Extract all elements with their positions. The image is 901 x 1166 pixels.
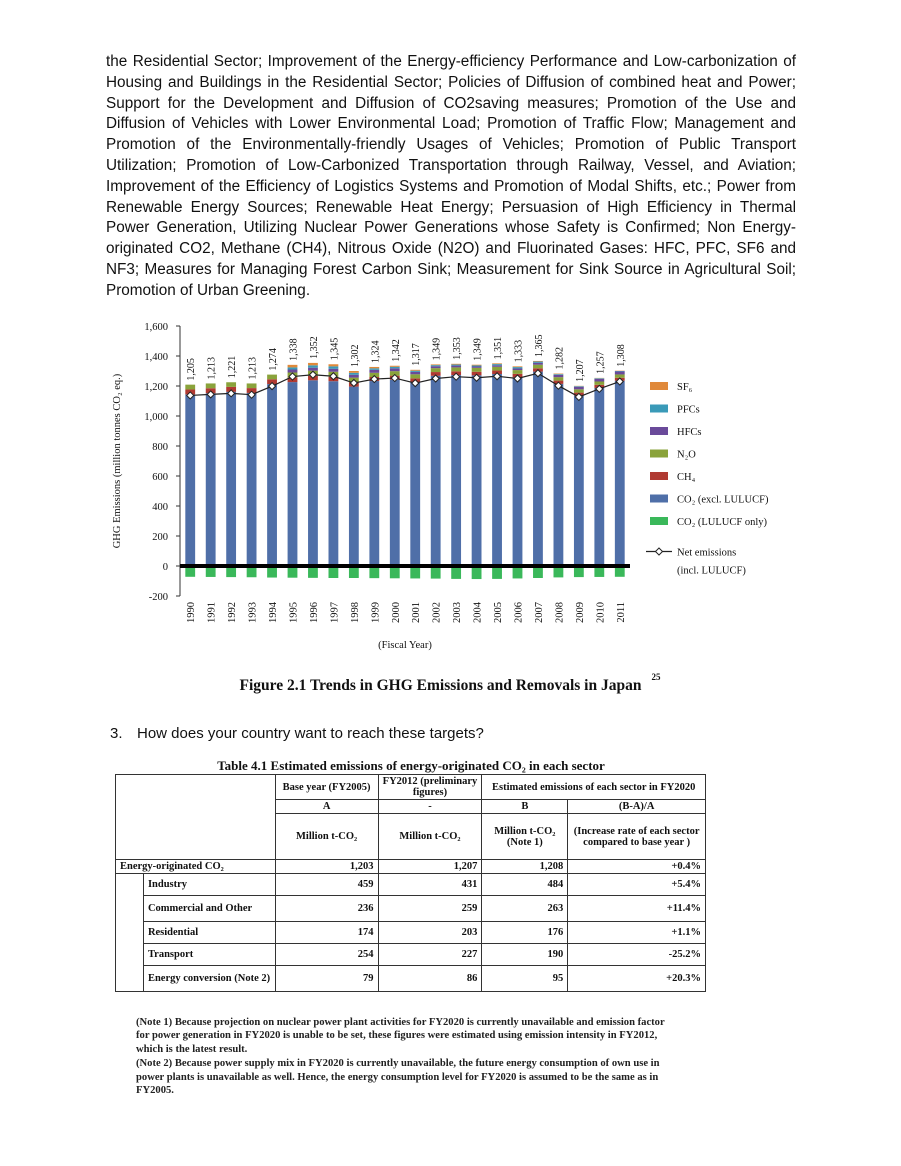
bar-segment	[594, 388, 604, 566]
header-fy2012: FY2012 (preliminary figures)	[378, 775, 482, 800]
legend-label: SF₆	[677, 382, 693, 393]
row-base: 459	[275, 874, 378, 896]
x-tick-label: 1996	[308, 602, 320, 623]
row-base: 236	[275, 896, 378, 922]
row-base: 254	[275, 944, 378, 966]
bar-segment	[431, 365, 441, 366]
bar-segment	[390, 367, 400, 369]
row-rate: +20.3%	[568, 966, 706, 992]
row-fy2020: 484	[482, 874, 568, 896]
row-label: Commercial and Other	[143, 896, 275, 922]
bar-total-label: 1,302	[349, 344, 361, 367]
bar-segment	[451, 375, 461, 566]
bar-total-label: 1,282	[554, 347, 566, 370]
bar-segment	[431, 376, 441, 566]
ghg-trend-chart	[100, 314, 800, 654]
units-col2: Million t-CO₂	[378, 814, 482, 860]
legend-swatch	[650, 495, 668, 503]
bar-segment	[574, 389, 584, 392]
bar-segment	[554, 377, 564, 380]
x-tick-label: 2004	[472, 602, 484, 623]
bar-segment	[513, 370, 523, 374]
bar-segment	[247, 383, 257, 388]
bar-segment	[533, 361, 543, 362]
subheader-a: A	[275, 800, 378, 814]
bar-total-label: 1,338	[288, 338, 300, 361]
bar-segment	[390, 366, 400, 367]
x-tick-label: 1995	[288, 602, 300, 623]
bar-segment	[451, 364, 461, 365]
bar-segment	[308, 380, 318, 566]
bar-segment	[288, 382, 298, 566]
bar-segment	[513, 377, 523, 566]
total-rate: +0.4%	[568, 860, 706, 874]
row-rate: -25.2%	[568, 944, 706, 966]
row-fy2012: 203	[378, 922, 482, 944]
y-tick-label: -200	[148, 592, 168, 603]
bar-total-label: 1,205	[186, 358, 198, 381]
x-tick-label: 1998	[349, 602, 361, 623]
x-tick-label: 1994	[268, 602, 280, 623]
header-blank-cell	[116, 775, 276, 860]
bar-segment	[267, 384, 277, 566]
units-col1: Million t-CO₂	[275, 814, 378, 860]
x-tick-label: 2002	[431, 602, 443, 623]
bar-segment	[247, 393, 257, 566]
bar-segment	[329, 369, 339, 372]
subheader-ratio: (B-A)/A	[568, 800, 706, 814]
legend-label: Net emissions	[677, 547, 737, 559]
bar-segment	[554, 374, 564, 375]
bar-total-label: 1,351	[493, 336, 505, 360]
bar-total-label: 1,349	[431, 337, 443, 361]
bar-total-label: 1,365	[533, 334, 545, 357]
x-tick-label: 2006	[513, 602, 525, 623]
x-tick-label: 1997	[329, 602, 341, 623]
row-fy2020: 95	[482, 966, 568, 992]
legend-swatch	[650, 405, 668, 413]
bar-segment	[288, 367, 298, 369]
bar-segment	[574, 386, 584, 387]
x-tick-label: 1993	[247, 602, 259, 623]
table-row	[116, 922, 706, 944]
y-tick-label: 600	[152, 472, 168, 483]
bar-segment	[410, 370, 420, 371]
y-tick-label: 200	[152, 532, 168, 543]
units-col3: Million t-CO₂ (Note 1)	[482, 814, 568, 860]
x-tick-label: 2005	[493, 602, 505, 623]
x-tick-label: 2007	[533, 602, 545, 623]
bar-segment	[451, 367, 461, 371]
bar-segment	[329, 366, 339, 368]
legend-label: PFCs	[677, 404, 700, 416]
bar-segment	[349, 371, 359, 373]
figure-caption	[150, 672, 750, 695]
bar-segment	[369, 370, 379, 373]
bar-segment	[472, 365, 482, 366]
x-tick-label: 2011	[615, 602, 627, 623]
bar-segment	[615, 374, 625, 377]
figure-caption-text: Figure 2.1 Trends in GHG Emissions and Removals in Japan	[239, 677, 642, 695]
bar-segment	[431, 366, 441, 368]
bar-segment	[492, 364, 502, 365]
bar-segment	[615, 371, 625, 374]
row-base: 79	[275, 966, 378, 992]
x-tick-label: 1999	[370, 602, 382, 623]
bar-segment	[513, 366, 523, 367]
bar-segment	[410, 374, 420, 378]
bar-total-label: 1,213	[206, 356, 218, 380]
bar-segment	[431, 368, 441, 372]
bar-segment	[308, 365, 318, 367]
bar-total-label: 1,308	[615, 344, 627, 367]
y-tick-label: 400	[152, 502, 168, 513]
bar-segment	[472, 365, 482, 366]
table-row	[116, 874, 706, 896]
bar-total-label: 1,342	[390, 339, 402, 362]
bar-total-label: 1,257	[595, 351, 607, 374]
bar-segment	[451, 365, 461, 366]
bar-segment	[492, 367, 502, 371]
question-number: 3.	[110, 725, 123, 742]
bar-segment	[492, 363, 502, 364]
bar-segment	[594, 382, 604, 385]
bar-segment	[533, 363, 543, 365]
y-tick-label: 0	[162, 562, 168, 573]
total-fy2012: 1,207	[378, 860, 482, 874]
indent-cell	[116, 874, 144, 992]
subheader-b: B	[482, 800, 568, 814]
y-tick-label: 1,200	[144, 382, 168, 393]
bar-segment	[267, 375, 277, 380]
total-label: Energy-originated CO₂	[116, 860, 276, 874]
bar-segment	[288, 365, 298, 368]
row-fy2012: 431	[378, 874, 482, 896]
legend-label-sub: (incl. LULUCF)	[677, 565, 746, 577]
row-fy2020: 263	[482, 896, 568, 922]
x-tick-label: 1990	[186, 602, 198, 623]
bar-segment	[554, 374, 564, 375]
footnote-ref: 25	[651, 672, 661, 682]
bar-total-label: 1,349	[472, 338, 484, 361]
bar-total-label: 1,317	[411, 343, 423, 366]
question-text: How does your country want to reach these targets?	[137, 725, 484, 742]
bar-segment	[308, 368, 318, 371]
bar-segment	[492, 374, 502, 566]
bar-segment	[206, 383, 216, 388]
bar-segment	[472, 375, 482, 566]
bar-segment	[472, 368, 482, 372]
bar-segment	[369, 381, 379, 566]
x-tick-label: 2003	[452, 602, 464, 623]
bar-segment	[451, 366, 461, 368]
y-axis-title: GHG Emissions (million tonnes CO₂ eq.)	[112, 373, 123, 549]
x-axis-title: (Fiscal Year)	[378, 640, 432, 651]
bar-segment	[226, 382, 236, 387]
bar-total-label: 1,345	[329, 337, 341, 361]
header-base-year: Base year (FY2005)	[275, 775, 378, 800]
note-1: (Note 1) Because projection on nuclear power plant activities for FY2020 is currently unavailable and emission factor for power generation in FY2020 is unable to be set, these figures were estimated using emission intensity in FY2012, which is the latest result.	[136, 1017, 665, 1055]
bar-total-label: 1,324	[370, 340, 382, 363]
y-tick-label: 1,000	[144, 412, 168, 423]
table-row	[116, 896, 706, 922]
chart-legend	[646, 382, 769, 577]
note-2: (Note 2) Because power supply mix in FY2020 is currently unavailable, the future energy consumption of own use in power plants is unavailable as well. Hence, the energy consumption level for FY2020 is assumed to be the same as in FY2005.	[136, 1058, 660, 1097]
y-tick-label: 1,600	[144, 322, 168, 333]
row-rate: +5.4%	[568, 874, 706, 896]
row-label: Transport	[143, 944, 275, 966]
legend-marker	[656, 548, 663, 555]
bar-segment	[410, 382, 420, 566]
bar-segment	[533, 365, 543, 369]
chart-svg	[100, 314, 800, 654]
emissions-table	[115, 774, 706, 992]
bar-segment	[390, 368, 400, 371]
total-base: 1,203	[275, 860, 378, 874]
total-fy2020: 1,208	[482, 860, 568, 874]
row-fy2012: 259	[378, 896, 482, 922]
bar-total-label: 1,352	[308, 336, 320, 359]
table-title: Table 4.1 Estimated emissions of energy-originated CO₂ in each sector	[217, 758, 605, 773]
x-tick-label: 2010	[595, 602, 607, 623]
table-row	[116, 944, 706, 966]
bar-segment	[492, 365, 502, 367]
bar-segment	[410, 372, 420, 374]
bar-segment	[574, 396, 584, 566]
row-fy2020: 176	[482, 922, 568, 944]
bar-segment	[513, 368, 523, 370]
row-fy2012: 86	[378, 966, 482, 992]
row-label: Industry	[143, 874, 275, 896]
bar-segment	[329, 364, 339, 366]
bar-segment	[206, 393, 216, 566]
bar-segment	[349, 373, 359, 375]
bar-segment	[308, 363, 318, 365]
bar-total-label: 1,221	[227, 355, 239, 379]
bar-segment	[329, 381, 339, 566]
table-total-row	[116, 860, 706, 874]
row-base: 174	[275, 922, 378, 944]
table-row	[116, 966, 706, 992]
bar-segment	[615, 381, 625, 566]
bar-segment	[288, 370, 298, 373]
x-tick-label: 2009	[574, 602, 586, 623]
table-notes	[136, 1016, 676, 1098]
legend-label: HFCs	[677, 427, 702, 438]
units-col4: (Increase rate of each sector compared to base year )	[568, 814, 706, 860]
row-label: Energy conversion (Note 2)	[143, 966, 275, 992]
row-fy2020: 190	[482, 944, 568, 966]
legend-swatch	[650, 427, 668, 435]
bar-segment	[594, 379, 604, 382]
legend-label: CH₄	[677, 472, 696, 483]
bar-total-label: 1,353	[452, 337, 464, 360]
bar-segment	[554, 375, 564, 377]
bar-total-label: 1,274	[268, 348, 280, 371]
bar-total-label: 1,207	[574, 359, 586, 382]
legend-label: CO₂ (excl. LULUCF)	[677, 494, 769, 506]
legend-label: N₂O	[677, 449, 696, 461]
legend-label: CO₂ (LULUCF only)	[677, 517, 767, 528]
bar-segment	[349, 375, 359, 378]
row-rate: +1.1%	[568, 922, 706, 944]
x-tick-label: 2001	[411, 602, 423, 623]
table-header-row	[116, 775, 706, 800]
y-tick-label: 800	[152, 442, 168, 453]
bar-segment	[533, 362, 543, 363]
row-fy2012: 227	[378, 944, 482, 966]
bar-segment	[431, 364, 441, 365]
bar-total-label: 1,333	[513, 339, 525, 363]
bar-segment	[390, 380, 400, 566]
x-tick-label: 1992	[227, 602, 239, 623]
legend-swatch	[650, 382, 668, 390]
bar-segment	[369, 367, 379, 368]
row-rate: +11.4%	[568, 896, 706, 922]
bar-segment	[369, 368, 379, 370]
y-tick-label: 1,400	[144, 352, 168, 363]
bar-segment	[185, 385, 195, 390]
x-tick-label: 2008	[554, 602, 566, 623]
legend-swatch	[650, 472, 668, 480]
bar-segment	[349, 387, 359, 566]
bar-segment	[185, 394, 195, 566]
legend-swatch	[650, 450, 668, 458]
intro-paragraph: the Residential Sector; Improvement of the Energy-efficiency Performance and Low-carbonization of Housing and Buildings in the Residential Sector; Policies of Diffusion of combined heat and Power; Support for the Development and Diffusion of CO2saving measures; Promotion of the Use and Diffusion of Vehicles with Lower Environmental Load; Promotion of Traffic Flow; Management and Promotion of the Environmentally-friendly Usages of Vehicles; Promotion of Public Transport Utilization; Promotion of Low-Carbonized Transportation through Railway, Vessel, and Aviation; Improvement of the Efficiency of Logistics Systems and Promotion of Modal Shifts, etc.; Power from Renewable Energy Sources; Renewable Heat Energy; Persuasion of High Efficiency in Thermal Power Generation, Utilizing Nuclear Power Generations whose Safety is Confirmed; Non Energy-originated CO2, Methane (CH4), Nitrous Oxide (N2O) and Fluorinated Gases: HFC, PFC, SF6 and NF3; Measures for Managing Forest Carbon Sink; Measurement for Sink Source in Agricultural Soil; Promotion of Urban Greening.	[106, 53, 796, 299]
x-tick-label: 2000	[390, 602, 402, 623]
bar-segment	[574, 387, 584, 390]
bar-segment	[226, 392, 236, 566]
header-fy2020: Estimated emissions of each sector in FY2020	[482, 775, 706, 800]
subheader-dash: -	[378, 800, 482, 814]
bar-segment	[594, 378, 604, 379]
bar-total-label: 1,213	[247, 356, 259, 380]
legend-swatch	[650, 517, 668, 525]
bar-segment	[533, 372, 543, 566]
bar-segment	[472, 367, 482, 368]
bar-segment	[554, 384, 564, 566]
question-line	[110, 725, 484, 742]
x-tick-label: 1991	[206, 602, 218, 623]
row-label: Residential	[143, 922, 275, 944]
bar-segment	[513, 367, 523, 368]
bar-segment	[410, 371, 420, 372]
